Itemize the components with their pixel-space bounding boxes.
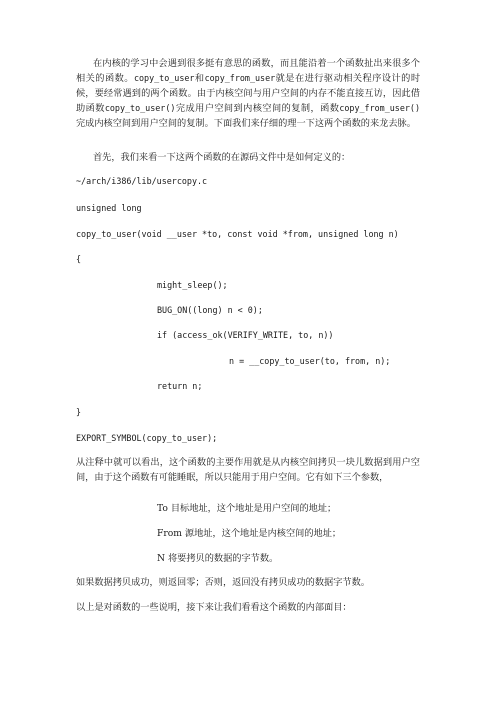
code-line-assign: n = __copy_to_user(to, from, n);	[229, 356, 391, 366]
param-to-item: To 目标地址，这个地址是用户空间的地址；	[157, 503, 337, 514]
code-line-return: return n;	[157, 381, 203, 391]
param-from-item: From 源地址，这个地址是内核空间的地址；	[157, 528, 342, 539]
intro-func-copy-to-user-call: copy_to_user()	[104, 103, 176, 113]
code-line-export-symbol: EXPORT_SYMBOL(copy_to_user);	[76, 433, 218, 443]
intro-text-g: 完成用户空间到内核空间的复制，函数	[175, 103, 340, 114]
code-line-close-brace: }	[76, 407, 82, 417]
intro-text-c: 和	[194, 73, 205, 84]
param-n-item: N 将要拷贝的数据的字节数。	[157, 553, 279, 564]
intro-func-copy-to-user: copy_to_user	[133, 73, 195, 83]
intro-text-i: 完成内核空间到用户空间的复制。下面我们来仔细的理一下这两个函数的来龙去脉。	[76, 118, 416, 129]
intro-func-copy-from-user: copy_from_user	[204, 73, 276, 83]
source-file-path: ~/arch/i386/lib/usercopy.c	[76, 176, 208, 186]
code-line-might-sleep: might_sleep();	[157, 280, 228, 290]
intro-func-copy-from-user-call: copy_from_user()	[339, 103, 420, 113]
intro-text-a: 在内核的学习中会遇到很多挺有意思的函数，而且能沿着一个函数扯出来很多个相关的函数。	[76, 58, 420, 84]
internals-intro-paragraph: 以上是对函数的一些说明，接下来让我们看看这个函数的内部面目：	[76, 602, 352, 613]
code-line-if-access-ok: if (access_ok(VERIFY_WRITE, to, n))	[157, 330, 334, 340]
code-line-return-type: unsigned long	[76, 203, 142, 213]
definition-intro-paragraph: 首先，我们来看一下这两个函数的在源码文件中是如何定义的：	[93, 152, 351, 163]
code-line-open-brace: {	[76, 254, 82, 264]
intro-paragraph	[76, 56, 420, 131]
code-line-signature: copy_to_user(void __user *to, const void *from, unsigned long n)	[76, 229, 399, 239]
explanation-paragraph: 从注释中就可以看出，这个函数的主要作用就是从内核空间拷贝一块儿数据到用户空间，由于这个函数有可能睡眠，所以只能用于用户空间。它有如下三个参数，	[76, 457, 420, 483]
intro-text-e: 就是在进行驱动相关程序设计的时候，要经常遇到的两个函数。由于内核空间与用户空间的内存不能直接互访，因此借助函数	[76, 73, 421, 114]
code-line-bug-on: BUG_ON((long) n < 0);	[157, 305, 263, 315]
return-value-paragraph: 如果数据拷贝成功，则返回零；否则，返回没有拷贝成功的数据字节数。	[76, 577, 370, 588]
